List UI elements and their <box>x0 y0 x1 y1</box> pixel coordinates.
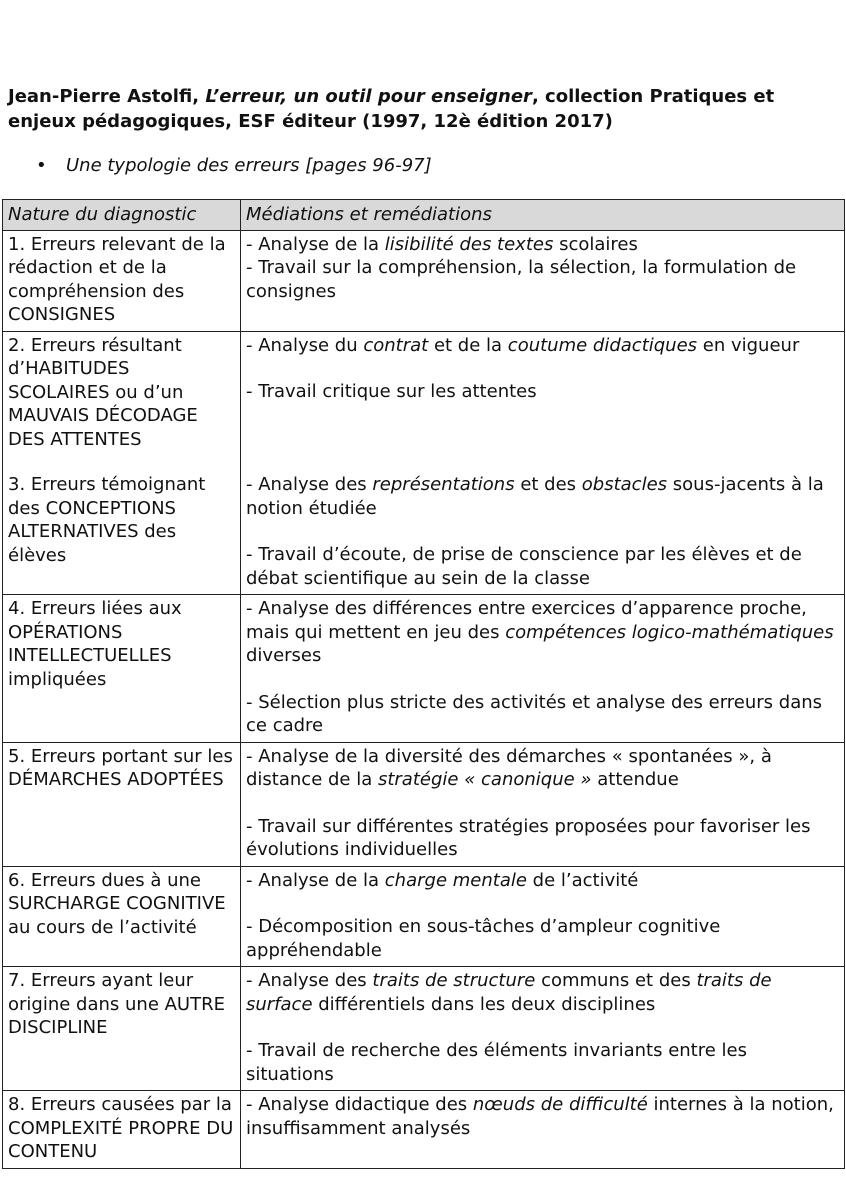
diagnostic-cell: 3. Erreurs témoignant des CONCEPTIONS ALTERNATIVES des élèves <box>3 455 241 595</box>
remediation-line: - Analyse didactique des nœuds de difficulté internes à la notion, insuffisamment analysés <box>246 1094 834 1139</box>
bullet-item <box>36 153 432 178</box>
table-row <box>3 331 845 455</box>
header-author: Jean-Pierre Astolfi, <box>8 86 206 107</box>
remediation-line: - Analyse de la diversité des démarches « spontanées », à distance de la stratégie « canonique » attendue <box>246 745 772 790</box>
table-row <box>3 866 845 967</box>
bullet-dot-icon: • <box>36 155 47 176</box>
header-book-title: L’erreur, un outil pour enseigner <box>205 86 532 107</box>
remediation-cell <box>241 595 845 743</box>
remediation-line: - Analyse de la lisibilité des textes scolaires <box>246 233 638 255</box>
table-header-row <box>3 200 845 231</box>
remediation-line: - Sélection plus stricte des activités et analyse des erreurs dans ce cadre <box>246 691 823 736</box>
table-row <box>3 967 845 1091</box>
remediation-cell <box>241 455 845 595</box>
document-header <box>8 84 838 134</box>
remediation-line: - Travail d’écoute, de prise de conscience par les élèves et de débat scientifique au sein de la classe <box>246 544 802 589</box>
remediation-line: - Analyse des différences entre exercices d’apparence proche, mais qui mettent en jeu des compétences logico-mathématiques diverses <box>246 598 834 666</box>
remediation-cell <box>241 967 845 1091</box>
diagnostic-cell: 5. Erreurs portant sur les DÉMARCHES ADOPTÉES <box>3 742 241 866</box>
remediation-line: - Analyse du contrat et de la coutume didactiques en vigueur <box>246 334 800 356</box>
diagnostic-cell: 2. Erreurs résultant d’HABITUDES SCOLAIRES ou d’un MAUVAIS DÉCODAGE DES ATTENTES <box>3 331 241 455</box>
table-row <box>3 742 845 866</box>
remediation-line: - Travail sur la compréhension, la sélection, la formulation de consignes <box>246 257 797 302</box>
remediation-line: - Analyse de la charge mentale de l’activité <box>246 869 639 891</box>
diagnostic-cell: 1. Erreurs relevant de la rédaction et de la compréhension des CONSIGNES <box>3 230 241 331</box>
remediation-cell <box>241 230 845 331</box>
table-row <box>3 230 845 331</box>
remediation-line: - Travail critique sur les attentes <box>246 381 537 402</box>
remediation-cell <box>241 1091 845 1169</box>
diagnostic-cell: 4. Erreurs liées aux OPÉRATIONS INTELLECTUELLES impliquées <box>3 595 241 743</box>
remediation-cell <box>241 331 845 455</box>
remediation-line: - Travail de recherche des éléments invariants entre les situations <box>246 1040 747 1085</box>
typology-table <box>2 199 845 1169</box>
column-header-diagnostic: Nature du diagnostic <box>3 200 241 231</box>
remediation-cell <box>241 742 845 866</box>
bullet-text: Une typologie des erreurs [pages 96-97] <box>66 155 432 176</box>
diagnostic-cell: 7. Erreurs ayant leur origine dans une AUTRE DISCIPLINE <box>3 967 241 1091</box>
table-row <box>3 455 845 595</box>
diagnostic-cell: 8. Erreurs causées par la COMPLEXITÉ PROPRE DU CONTENU <box>3 1091 241 1169</box>
column-header-remediation: Médiations et remédiations <box>241 200 845 231</box>
header-publication-info: , collection Pratiques et enjeux pédagogiques, ESF éditeur (1997, 12è édition 2017) <box>8 86 775 132</box>
remediation-line: - Analyse des représentations et des obstacles sous-jacents à la notion étudiée <box>246 474 824 519</box>
diagnostic-cell: 6. Erreurs dues à une SURCHARGE COGNITIVE au cours de l’activité <box>3 866 241 967</box>
table-row <box>3 1091 845 1169</box>
table-row <box>3 595 845 743</box>
remediation-line: - Décomposition en sous-tâches d’ampleur cognitive appréhendable <box>246 916 721 961</box>
remediation-cell <box>241 866 845 967</box>
remediation-line: - Travail sur différentes stratégies proposées pour favoriser les évolutions individuelles <box>246 815 811 860</box>
remediation-line: - Analyse des traits de structure communs et des traits de surface différentiels dans les deux disciplines <box>246 970 772 1015</box>
